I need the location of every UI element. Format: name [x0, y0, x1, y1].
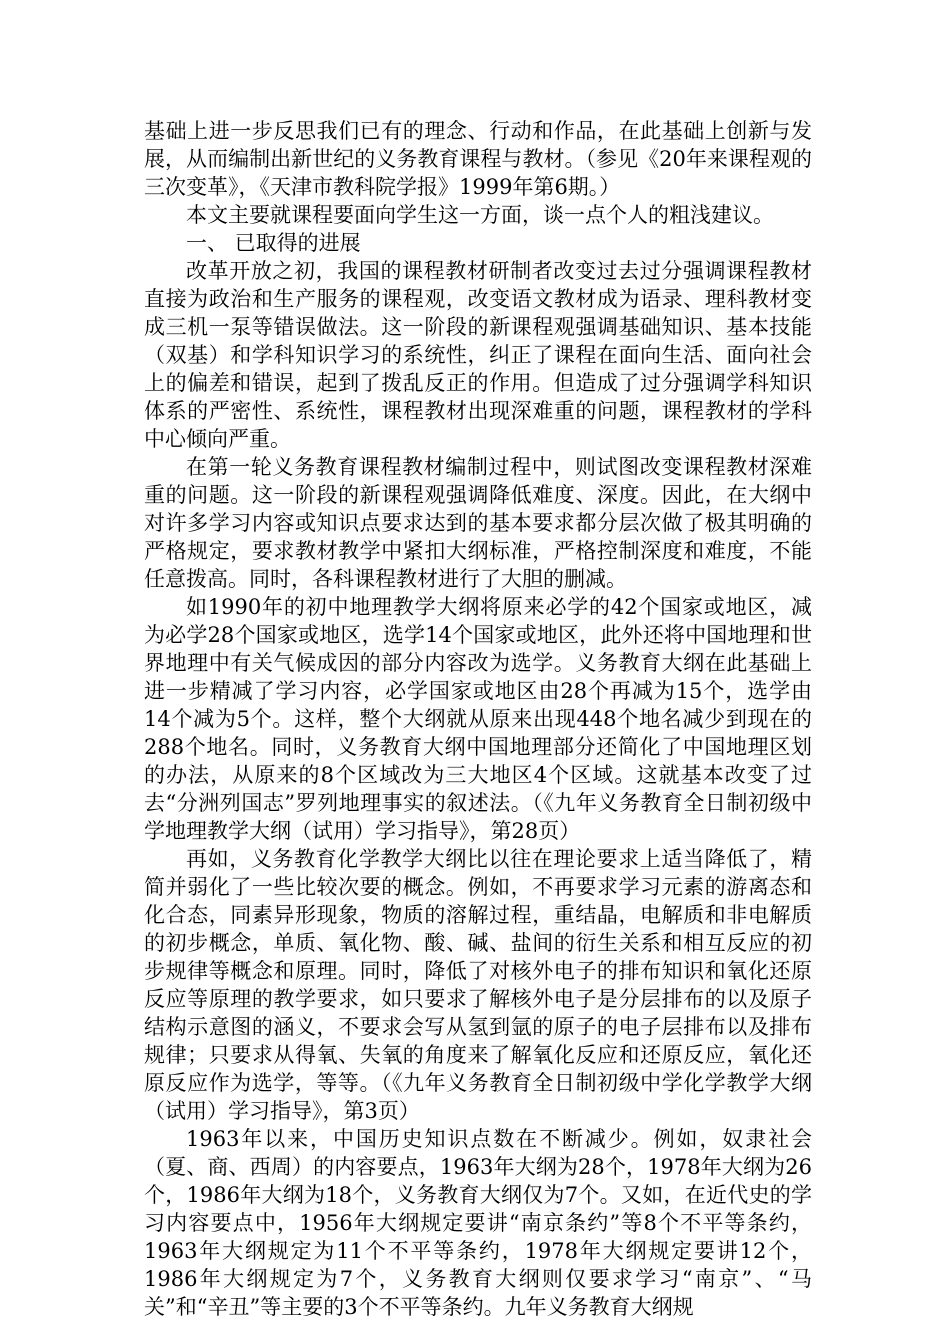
- paragraph-intro-continuation: 基础上进一步反思我们已有的理念、行动和作品，在此基础上创新与发展，从而编制出新世纪的义务教育课程与教材。（参见《20年来课程观的三次变革》，《天津市教科院学报》1999年第6期。）: [144, 119, 812, 199]
- paragraph-history-example: 1963年以来，中国历史知识点数在不断减少。例如，奴隶社会（夏、商、西周）的内容要点，1963年大纲为28个，1978年大纲为26个，1986年大纲为18个，义务教育大纲仅为7个。又如，在近代史的学习内容要点中，1956年大纲规定要讲“南京条约”等8个不平等条约，1963年大纲规定为11个不平等条约，1978年大纲规定要讲12个，1986年大纲规定为7个，义务教育大纲则仅要求学习“南京”、“马关”和“辛丑”等主要的3个不平等条约。九年义务教育大纲规: [144, 1127, 812, 1319]
- paragraph-reform-opening: 改革开放之初，我国的课程教材研制者改变过去过分强调课程教材直接为政治和生产服务的课程观，改变语文教材成为语录、理科教材变成三机一泵等错误做法。这一阶段的新课程观强调基础知识、基本技能（双基）和学科知识学习的系统性，纠正了课程在面向生活、面向社会上的偏差和错误，起到了拨乱反正的作用。但造成了过分强调学科知识体系的严密性、系统性，课程教材出现深难重的问题，课程教材的学科中心倾向严重。: [144, 259, 812, 451]
- paragraph-geography-example: 如1990年的初中地理教学大纲将原来必学的42个国家或地区，减为必学28个国家或地区，选学14个国家或地区，此外还将中国地理和世界地理中有关气候成因的部分内容改为选学。义务教育大纲在此基础上进一步精减了学习内容，必学国家或地区由28个再减为15个，选学由14个减为5个。这样，整个大纲就从原来出现448个地名减少到现在的288个地名。同时，义务教育大纲中国地理部分还简化了中国地理区划的办法，从原来的8个区域改为三大地区4个区域。这就基本改变了过去“分洲列国志”罗列地理事实的叙述法。（《九年义务教育全日制初级中学地理教学大纲（试用）学习指导》，第28页）: [144, 595, 812, 843]
- paragraph-first-round: 在第一轮义务教育课程教材编制过程中，则试图改变课程教材深难重的问题。这一阶段的新课程观强调降低难度、深度。因此，在大纲中对许多学习内容或知识点要求达到的基本要求都分层次做了极其明确的严格规定，要求教材教学中紧扣大纲标准，严格控制深度和难度，不能任意拨高。同时，各科课程教材进行了大胆的删减。: [144, 455, 812, 591]
- paragraph-chemistry-example: 再如，义务教育化学教学大纲比以往在理论要求上适当降低了，精简并弱化了一些比较次要的概念。例如，不再要求学习元素的游离态和化合态，同素异形现象，物质的溶解过程，重结晶，电解质和非电解质的初步概念，单质、氧化物、酸、碱、盐间的衍生关系和相互反应的初步规律等概念和原理。同时，降低了对核外电子的排布知识和氧化还原反应等原理的教学要求，如只要求了解核外电子是分层排布的以及原子结构示意图的涵义，不要求会写从氢到氩的原子的电子层排布以及排布规律；只要求从得氧、失氧的角度来了解氧化反应和还原反应，氧化还原反应作为选学，等等。（《九年义务教育全日制初级中学化学教学大纲（试用）学习指导》，第3页）: [144, 847, 812, 1123]
- paragraph-purpose: 本文主要就课程要面向学生这一方面，谈一点个人的粗浅建议。: [186, 203, 774, 227]
- section-heading-progress: 一、 已取得的进展: [186, 231, 361, 255]
- document-page: [144, 117, 812, 1321]
